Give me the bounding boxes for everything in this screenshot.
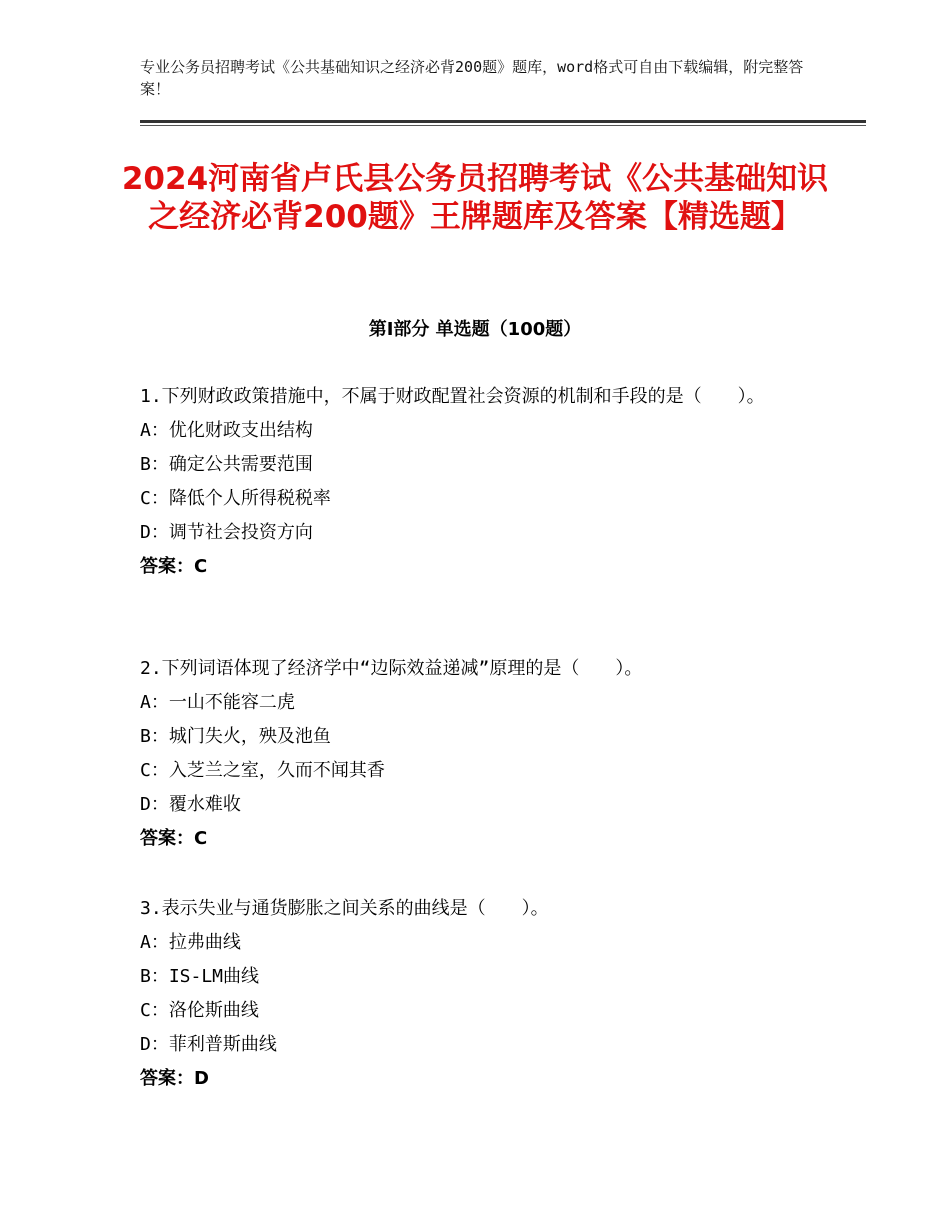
header-note: 专业公务员招聘考试《公共基础知识之经济必背200题》题库，word格式可自由下载编辑，附完整答案！ — [140, 58, 804, 98]
answer: 答案：C — [140, 828, 208, 849]
option-a: A：一山不能容二虎 — [140, 692, 295, 713]
option-c: C：入芝兰之室，久而不闻其香 — [140, 760, 385, 781]
option-a: A：拉弗曲线 — [140, 932, 241, 953]
option-b: B：城门失火，殃及池鱼 — [140, 726, 331, 747]
option-d: D：调节社会投资方向 — [140, 522, 313, 543]
question-1 — [140, 380, 820, 584]
section-title: 第I部分 单选题（100题） — [368, 319, 582, 340]
answer: 答案：C — [140, 556, 208, 577]
document-title: 2024河南省卢氏县公务员招聘考试《公共基础知识之经济必背200题》王牌题库及答案【精选题】 — [121, 161, 829, 235]
option-c: C：降低个人所得税税率 — [140, 488, 331, 509]
header-rule-thick — [140, 120, 866, 123]
option-b: B：IS-LM曲线 — [140, 966, 260, 987]
question-2 — [140, 652, 820, 856]
question-3 — [140, 892, 820, 1096]
option-b: B：确定公共需要范围 — [140, 454, 313, 475]
question-stem: 1.下列财政政策措施中，不属于财政配置社会资源的机制和手段的是（ ）。 — [140, 386, 765, 407]
option-d: D：菲利普斯曲线 — [140, 1034, 277, 1055]
option-a: A：优化财政支出结构 — [140, 420, 313, 441]
option-c: C：洛伦斯曲线 — [140, 1000, 259, 1021]
option-d: D：覆水难收 — [140, 794, 241, 815]
answer: 答案：D — [140, 1068, 209, 1089]
question-stem: 2.下列词语体现了经济学中“边际效益递减”原理的是（ ）。 — [140, 658, 643, 679]
question-stem: 3.表示失业与通货膨胀之间关系的曲线是（ ）。 — [140, 898, 549, 919]
header-rule-thin — [140, 125, 866, 126]
